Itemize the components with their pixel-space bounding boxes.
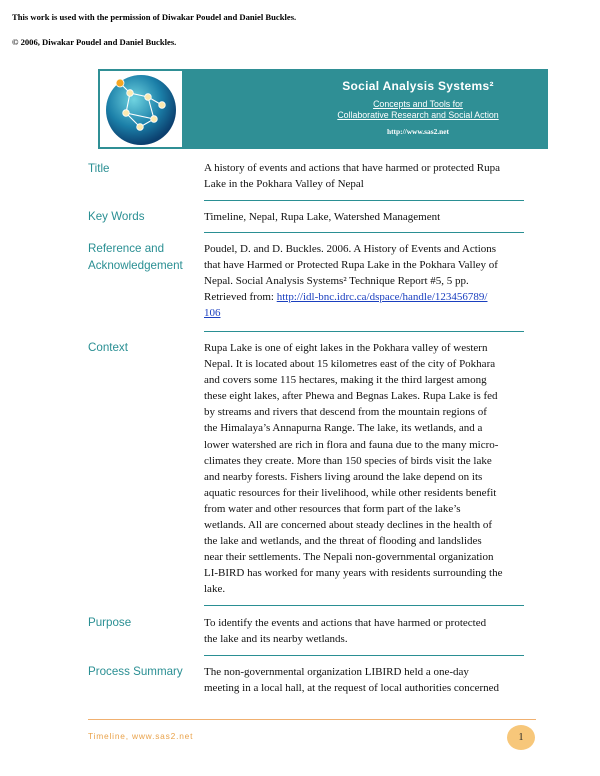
copyright-note: © 2006, Diwakar Poudel and Daniel Buckles. bbox=[12, 37, 177, 47]
section-divider bbox=[204, 605, 524, 606]
banner-title: Social Analysis Systems² bbox=[342, 79, 494, 93]
context-label: Context bbox=[88, 341, 128, 354]
title-value: A history of events and actions that have harmed or protected Rupa Lake in the Pokhara Valley of Nepal bbox=[204, 162, 500, 191]
reference-value: Poudel, D. and D. Buckles. 2006. A History of Events and Actions that have Harmed or Protected Rupa Lake in the Pokhara Valley of Nepal. Social Analysis Systems² Technique Report #5, 5 pp. Retrieved from: http://idl-bnc.idrc.ca/dspace/handle/123456789/ 106 bbox=[204, 243, 498, 320]
banner-subtitle-link-1[interactable]: Concepts and Tools for bbox=[373, 99, 463, 109]
purpose-label: Purpose bbox=[88, 616, 132, 629]
keywords-label: Key Words bbox=[88, 210, 145, 223]
purpose-value: To identify the events and actions that have harmed or protected the lake and its nearby wetlands. bbox=[204, 617, 487, 646]
process-summary-label: Process Summary bbox=[88, 665, 183, 678]
section-divider bbox=[204, 331, 524, 332]
permission-note: This work is used with the permission of Diwakar Poudel and Daniel Buckles. bbox=[12, 12, 297, 22]
banner-url: http://www.sas2.net bbox=[386, 127, 449, 136]
section-divider bbox=[204, 232, 524, 233]
reference-link-continued[interactable]: 106 bbox=[204, 307, 221, 320]
page-number: 1 bbox=[507, 725, 535, 750]
section-divider bbox=[204, 200, 524, 201]
banner-subtitle-link-2[interactable]: Collaborative Research and Social Action bbox=[337, 110, 499, 120]
globe-logo-icon bbox=[100, 71, 182, 147]
keywords-value: Timeline, Nepal, Rupa Lake, Watershed Management bbox=[204, 211, 441, 223]
footer-divider bbox=[88, 719, 536, 720]
footer-text: Timeline, www.sas2.net bbox=[88, 731, 194, 741]
process-summary-value: The non-governmental organization LIBIRD held a one-day meeting in a local hall, at the request of local authorities concerned bbox=[204, 666, 500, 695]
section-divider bbox=[204, 655, 524, 656]
reference-link[interactable]: http://idl-bnc.idrc.ca/dspace/handle/123456789/ bbox=[276, 291, 488, 304]
context-value: Rupa Lake is one of eight lakes in the Pokhara valley of western Nepal. It is located about 15 kilometres east of the city of Pokhara and covers some 115 hectares, making it the third largest among these eight lakes, after Phewa and Begnas Lakes. Rupa Lake is fed by streams and rivers that descend from the mountain regions of the Himalaya’s Annapurna Range. The lake, its wetlands, and a lower watershed are rich in flora and fauna due to the many micro- climates they create. More than 150 species of birds visit the lake and nearby forests. Fishers living around the lake depend on its aquatic resources for their livelihood, while other residents benefit from water and other resources that form part of the lake’s wetlands. All are concerned about steady declines in the health of the lake and wetlands, and the threat of flooding and landslides near their settlements. The Nepali non-governmental organization LI-BIRD has worked for many years with residents surrounding the lake. bbox=[204, 342, 503, 596]
reference-label: Reference and Acknowledgement bbox=[88, 242, 183, 272]
title-label: Title bbox=[88, 162, 110, 175]
